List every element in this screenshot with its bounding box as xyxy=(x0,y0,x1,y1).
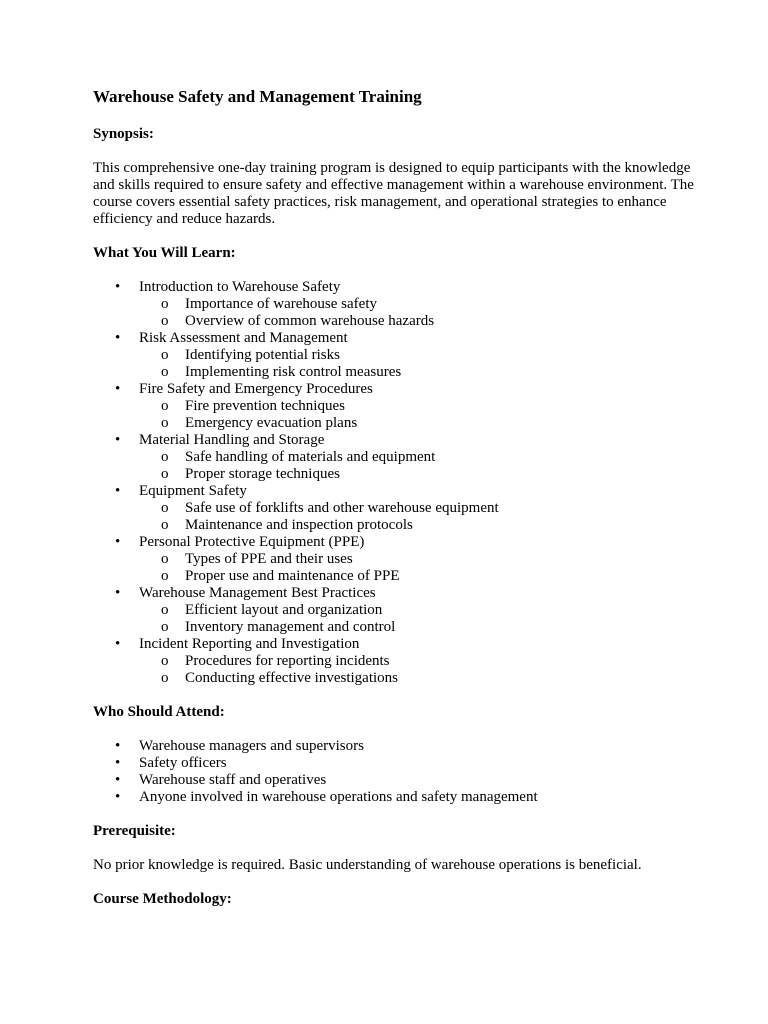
sub-bullet-symbol: o xyxy=(161,551,169,567)
sub-bullet-symbol: o xyxy=(161,296,169,312)
synopsis-text: This comprehensive one-day training program is designed to equip participants with the knowledge and skills required to ensure safety and effective management within a warehouse environment. The course covers essential safety practices, risk management, and operational strategies to enhance efficiency and reduce hazards. xyxy=(93,160,694,227)
learn-heading: What You Will Learn: xyxy=(93,245,236,261)
learn-subitem xyxy=(139,415,698,432)
learn-subitem xyxy=(139,670,698,687)
learn-subitem-label: Maintenance and inspection protocols xyxy=(185,517,413,533)
attend-list-item xyxy=(93,738,698,755)
learn-item-label: Material Handling and Storage xyxy=(139,432,325,448)
sub-bullet-symbol: o xyxy=(161,517,169,533)
attend-list-item xyxy=(93,789,698,806)
methodology-heading: Course Methodology: xyxy=(93,891,232,907)
learn-subitem xyxy=(139,602,698,619)
sub-bullet-symbol: o xyxy=(161,364,169,380)
learn-subitem xyxy=(139,296,698,313)
learn-subitem-label: Fire prevention techniques xyxy=(185,398,345,414)
bullet-symbol: • xyxy=(115,432,121,448)
sub-bullet-symbol: o xyxy=(161,466,169,482)
sub-bullet-symbol: o xyxy=(161,449,169,465)
learn-list-item xyxy=(93,636,698,687)
learn-subitem-label: Identifying potential risks xyxy=(185,347,340,363)
learn-subitem xyxy=(139,313,698,330)
bullet-symbol: • xyxy=(115,636,121,652)
bullet-symbol: • xyxy=(115,789,121,805)
learn-subitem xyxy=(139,551,698,568)
attend-heading: Who Should Attend: xyxy=(93,704,225,720)
learn-item-label: Equipment Safety xyxy=(139,483,247,499)
learn-subitem-label: Inventory management and control xyxy=(185,619,396,635)
learn-subitem-label: Proper use and maintenance of PPE xyxy=(185,568,400,584)
learn-sublist xyxy=(139,296,698,330)
learn-list-item xyxy=(93,483,698,534)
learn-subitem-label: Procedures for reporting incidents xyxy=(185,653,390,669)
learn-list-item xyxy=(93,381,698,432)
bullet-symbol: • xyxy=(115,330,121,346)
learn-item-label: Warehouse Management Best Practices xyxy=(139,585,376,601)
learn-subitem xyxy=(139,619,698,636)
learn-sublist xyxy=(139,551,698,585)
sub-bullet-symbol: o xyxy=(161,347,169,363)
synopsis-heading: Synopsis: xyxy=(93,126,154,142)
learn-sublist xyxy=(139,602,698,636)
learn-list-item xyxy=(93,432,698,483)
bullet-symbol: • xyxy=(115,755,121,771)
prerequisite-text: No prior knowledge is required. Basic understanding of warehouse operations is beneficial. xyxy=(93,857,642,873)
bullet-symbol: • xyxy=(115,483,121,499)
sub-bullet-symbol: o xyxy=(161,653,169,669)
sub-bullet-symbol: o xyxy=(161,313,169,329)
learn-subitem-label: Efficient layout and organization xyxy=(185,602,383,618)
learn-item-label: Personal Protective Equipment (PPE) xyxy=(139,534,365,550)
sub-bullet-symbol: o xyxy=(161,602,169,618)
bullet-symbol: • xyxy=(115,534,121,550)
sub-bullet-symbol: o xyxy=(161,500,169,516)
learn-sublist xyxy=(139,653,698,687)
learn-subitem-label: Emergency evacuation plans xyxy=(185,415,358,431)
bullet-symbol: • xyxy=(115,772,121,788)
learn-subitem xyxy=(139,449,698,466)
learn-subitem-label: Implementing risk control measures xyxy=(185,364,402,380)
learn-item-label: Incident Reporting and Investigation xyxy=(139,636,360,652)
sub-bullet-symbol: o xyxy=(161,415,169,431)
learn-item-label: Introduction to Warehouse Safety xyxy=(139,279,341,295)
learn-subitem-label: Overview of common warehouse hazards xyxy=(185,313,435,329)
sub-bullet-symbol: o xyxy=(161,670,169,686)
learn-subitem-label: Proper storage techniques xyxy=(185,466,340,482)
learn-list-item xyxy=(93,534,698,585)
learn-subitem xyxy=(139,398,698,415)
sub-bullet-symbol: o xyxy=(161,568,169,584)
attend-list xyxy=(93,738,698,806)
attend-item-label: Anyone involved in warehouse operations and safety management xyxy=(139,789,538,805)
learn-subitem xyxy=(139,568,698,585)
learn-subitem-label: Safe use of forklifts and other warehouse equipment xyxy=(185,500,499,516)
learn-item-label: Fire Safety and Emergency Procedures xyxy=(139,381,373,397)
learn-list-item xyxy=(93,585,698,636)
learn-subitem xyxy=(139,517,698,534)
learn-subitem-label: Importance of warehouse safety xyxy=(185,296,377,312)
bullet-symbol: • xyxy=(115,279,121,295)
learn-subitem xyxy=(139,653,698,670)
learn-subitem-label: Safe handling of materials and equipment xyxy=(185,449,436,465)
learn-list xyxy=(93,279,698,687)
learn-list-item xyxy=(93,279,698,330)
learn-subitem-label: Types of PPE and their uses xyxy=(185,551,353,567)
attend-list-item xyxy=(93,755,698,772)
bullet-symbol: • xyxy=(115,585,121,601)
attend-item-label: Warehouse staff and operatives xyxy=(139,772,327,788)
learn-subitem xyxy=(139,500,698,517)
attend-item-label: Safety officers xyxy=(139,755,227,771)
learn-sublist xyxy=(139,449,698,483)
sub-bullet-symbol: o xyxy=(161,398,169,414)
learn-sublist xyxy=(139,347,698,381)
bullet-symbol: • xyxy=(115,381,121,397)
learn-sublist xyxy=(139,500,698,534)
attend-item-label: Warehouse managers and supervisors xyxy=(139,738,364,754)
sub-bullet-symbol: o xyxy=(161,619,169,635)
prerequisite-heading: Prerequisite: xyxy=(93,823,176,839)
learn-subitem-label: Conducting effective investigations xyxy=(185,670,399,686)
learn-sublist xyxy=(139,398,698,432)
learn-subitem xyxy=(139,347,698,364)
learn-subitem xyxy=(139,466,698,483)
document-title: Warehouse Safety and Management Training xyxy=(93,87,422,106)
learn-list-item xyxy=(93,330,698,381)
learn-item-label: Risk Assessment and Management xyxy=(139,330,348,346)
bullet-symbol: • xyxy=(115,738,121,754)
attend-list-item xyxy=(93,772,698,789)
learn-subitem xyxy=(139,364,698,381)
